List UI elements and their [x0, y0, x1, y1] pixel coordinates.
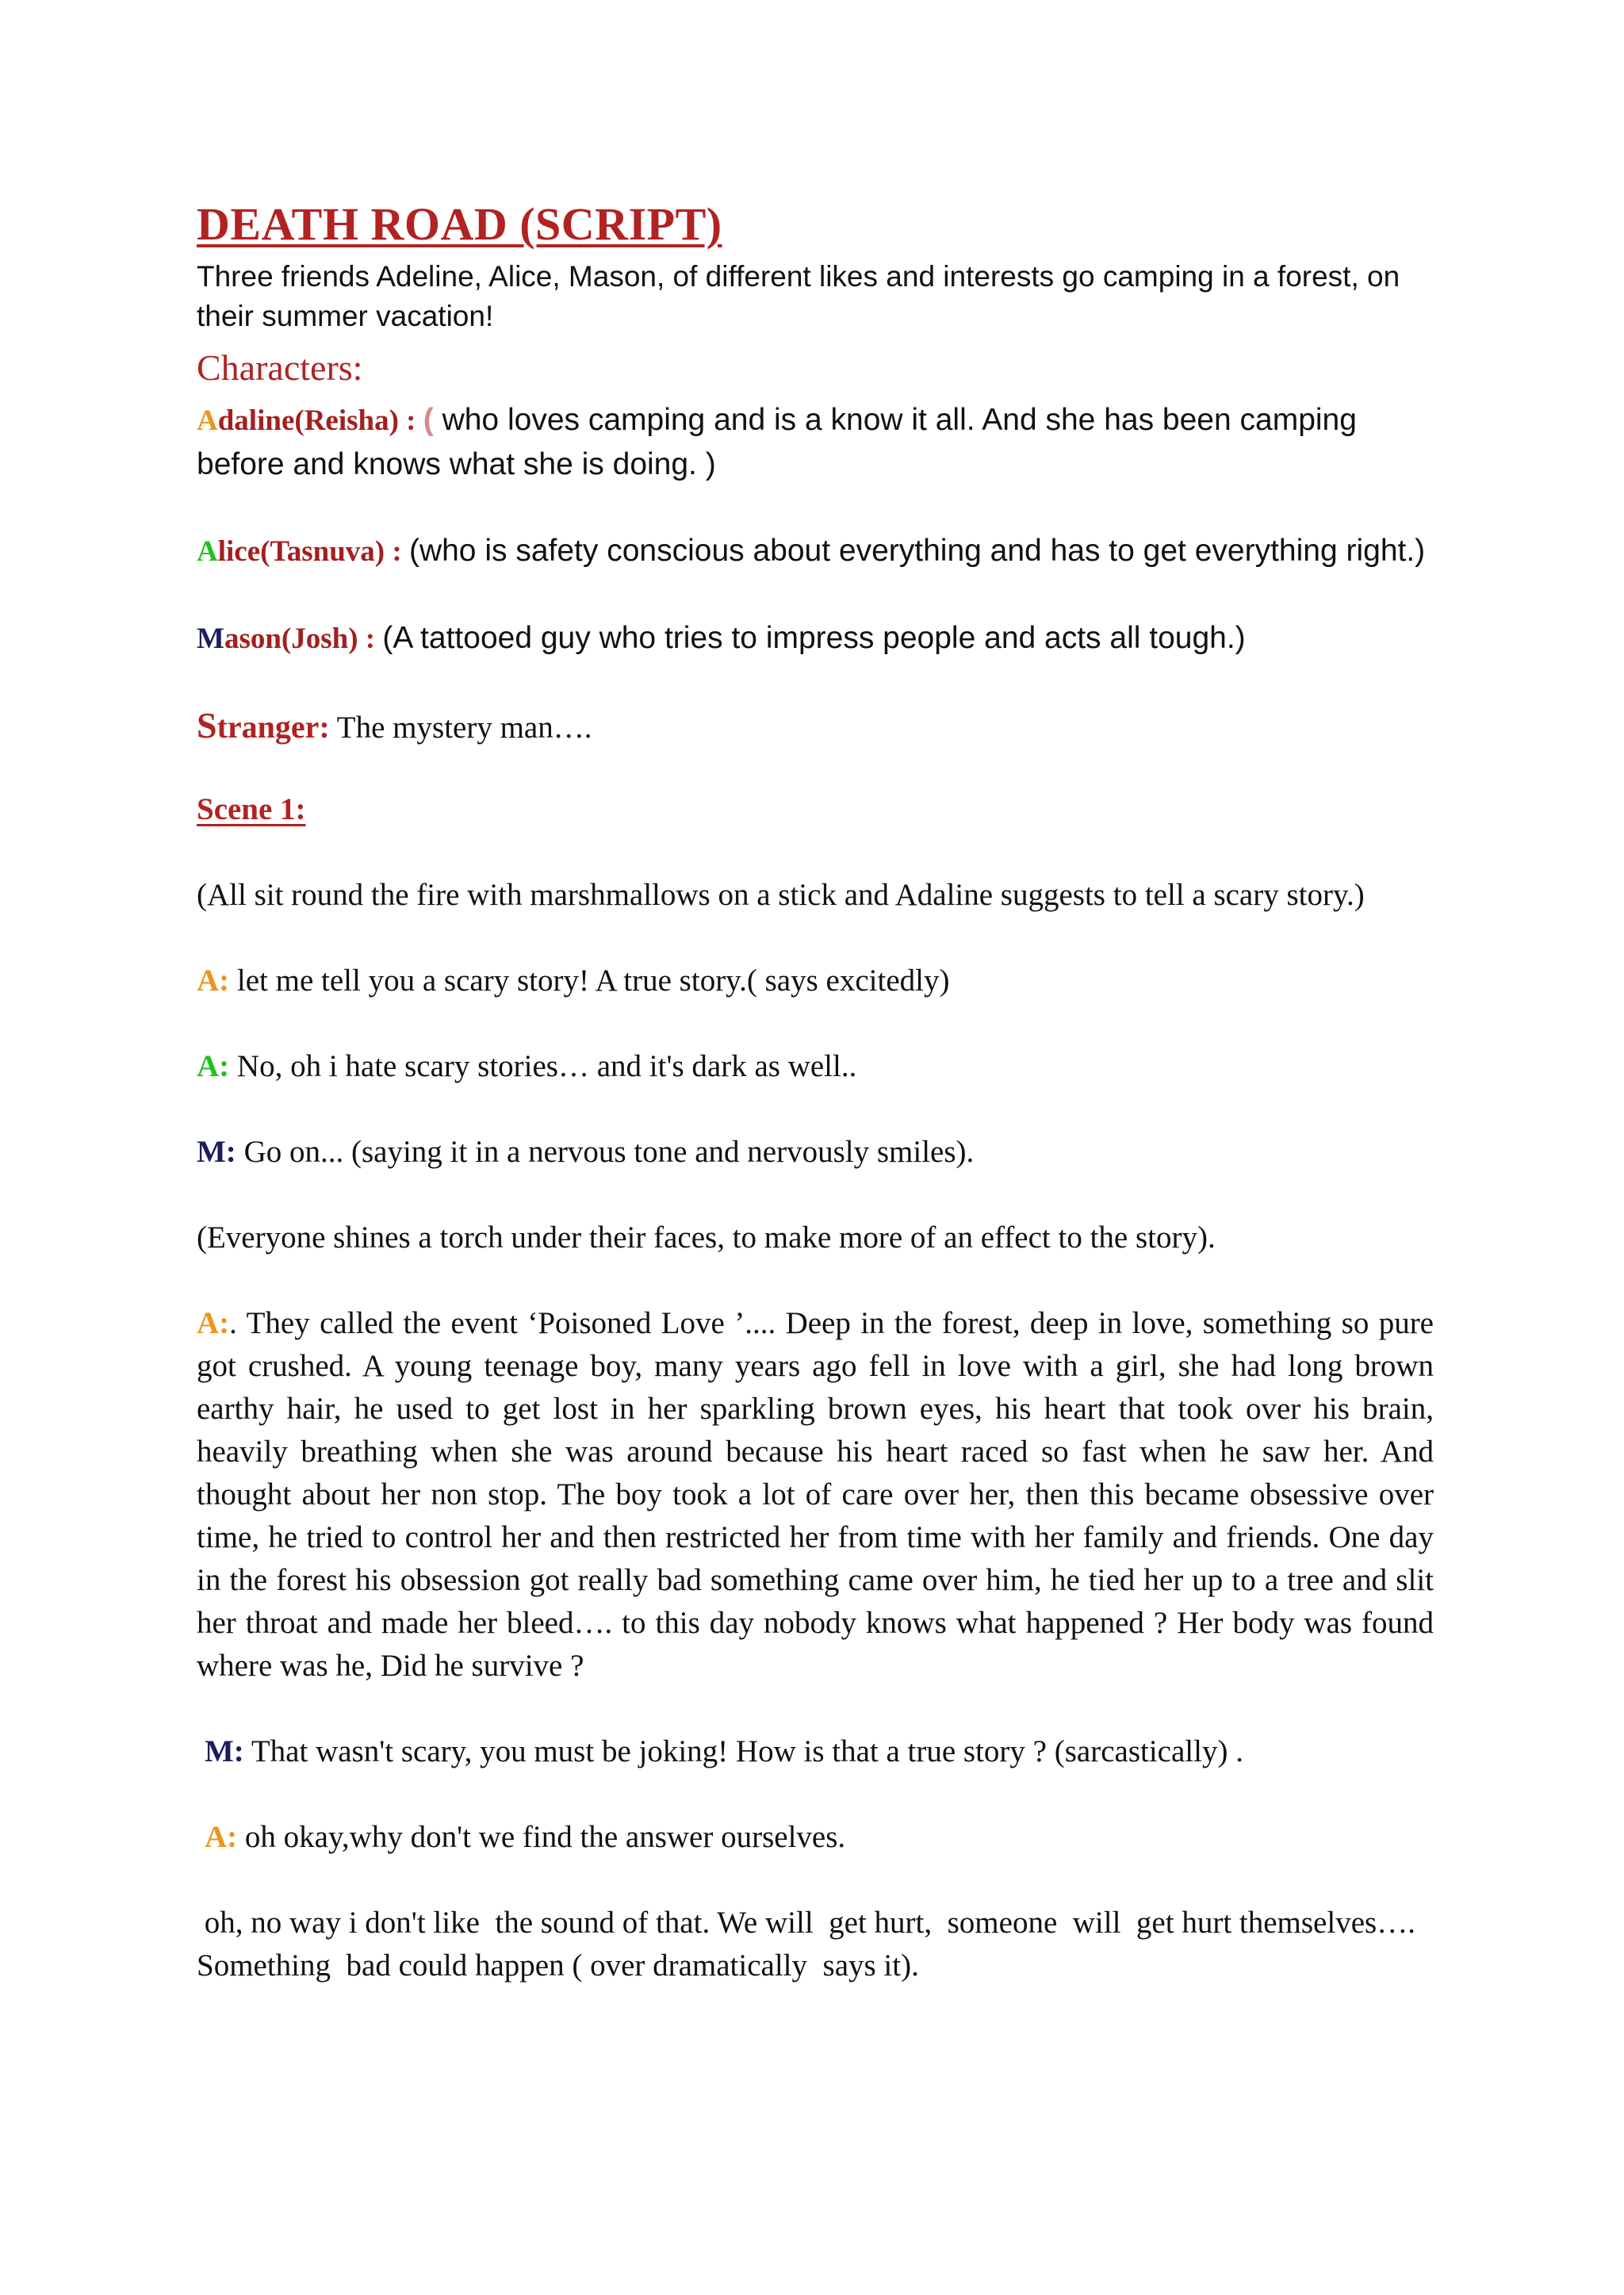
dialogue-text: Go on... (saying it in a nervous tone and nervously smiles).	[236, 1135, 975, 1169]
speaker-label: A:	[205, 1820, 238, 1854]
intro-paragraph: Three friends Adeline, Alice, Mason, of different likes and interests go camping in a forest, on their summer vacation!	[197, 260, 1400, 332]
character-adaline-paren: (	[423, 403, 442, 437]
character-alice-name: Alice(Tasnuva) :	[197, 535, 409, 568]
document-body	[197, 195, 1434, 1987]
dialogue-line	[197, 1131, 1434, 1174]
character-alice	[197, 529, 1434, 573]
character-stranger-name: Stranger:	[197, 705, 330, 745]
dialogue-text: . They called the event ‘Poisoned Love ’.... Deep in the forest, deep in love, something so pure got crushed. A young teenage boy, many years ago fell in love with a girl, she had long brown earthy hair, he used to get lost in her sparkling brown eyes, his heart that took over his brain, heavily breathing when she was around because his heart raced so fast when he saw her. And thought about her non stop. The boy took a lot of care over her, then this became obsessive over time, he tried to control her and then restricted her from time with her family and friends. One day in the forest his obsession got really bad something came over him, he tied her up to a tree and slit her throat and made her bleed…. to this day nobody knows what happened ? Her body was found where was he, Did he survive ?	[197, 1306, 1434, 1683]
speaker-label: A:	[197, 964, 230, 998]
character-adaline	[197, 398, 1434, 486]
speaker-label: A:	[197, 1049, 230, 1083]
dialogue-text: oh okay,why don't we find the answer ourselves.	[237, 1820, 846, 1854]
character-mason-desc: (A tattooed guy who tries to impress people and acts all tough.)	[382, 621, 1246, 655]
dialogue-text: That wasn't scary, you must be joking! How is that a true story ? (sarcastically) .	[243, 1734, 1243, 1768]
dialogue-line	[197, 960, 1434, 1002]
character-alice-desc: (who is safety conscious about everything and has to get everything right.)	[408, 534, 1426, 568]
speaker-label: M:	[205, 1734, 244, 1768]
dialogue-text: let me tell you a scary story! A true story.( says excitedly)	[229, 964, 950, 998]
speaker-label: A:	[197, 1306, 230, 1340]
stage-direction: (Everyone shines a torch under their faces, to make more of an effect to the story).	[197, 1220, 1216, 1255]
characters-heading: Characters:	[197, 347, 363, 388]
character-adaline-name: Adaline(Reisha) :	[197, 404, 423, 437]
dialogue-line	[197, 1730, 1434, 1773]
speaker-label: M:	[197, 1135, 236, 1169]
character-stranger-desc: The mystery man….	[329, 711, 592, 745]
dialogue-line	[197, 1816, 1434, 1859]
character-mason-name: Mason(Josh) :	[197, 623, 383, 655]
dialogue-text: No, oh i hate scary stories… and it's dark as well..	[229, 1049, 857, 1083]
dialogue-line	[197, 1045, 1434, 1088]
stage-direction: (All sit round the fire with marshmallows on a stick and Adaline suggests to tell a scary story.)	[197, 878, 1365, 912]
character-stranger	[197, 703, 1434, 749]
document-title: DEATH ROAD (SCRIPT)	[197, 198, 722, 250]
dialogue-line	[197, 1302, 1434, 1688]
character-adaline-desc: who loves camping and is a know it all. And she has been camping before and knows what she is doing. )	[197, 403, 1357, 481]
character-mason	[197, 616, 1434, 661]
stage-direction: oh, no way i don't like the sound of that. We will get hurt, someone will get hurt themselves…. Something bad could happen ( over dramatically says it).	[197, 1906, 1431, 1983]
scene-heading: Scene 1:	[197, 792, 306, 826]
